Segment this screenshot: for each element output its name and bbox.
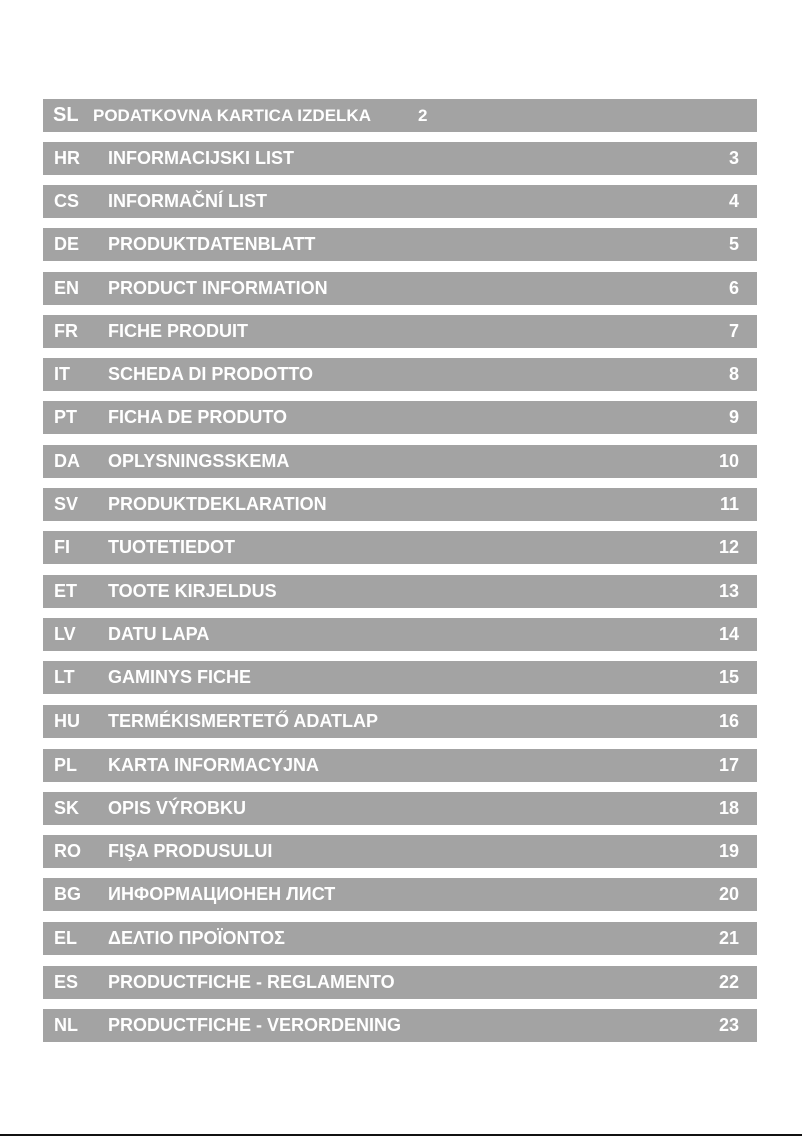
- toc-row-lt[interactable]: [43, 661, 757, 694]
- page-number: 11: [719, 494, 739, 514]
- page-number: 18: [718, 798, 739, 818]
- toc-row-sv[interactable]: [43, 488, 757, 521]
- toc-row-da[interactable]: [43, 445, 757, 478]
- language-code: FR: [54, 321, 78, 341]
- page-number: 8: [728, 364, 739, 384]
- page-number: 17: [718, 755, 739, 775]
- toc-row-pt[interactable]: [43, 401, 757, 434]
- page-number: 16: [718, 711, 739, 731]
- section-title: PRODUKTDATENBLATT: [108, 234, 316, 254]
- page-number: 12: [718, 537, 739, 557]
- section-title: FICHA DE PRODUTO: [108, 407, 288, 427]
- section-title: FIŞA PRODUSULUI: [108, 841, 273, 861]
- toc-row-fr[interactable]: [43, 315, 757, 348]
- section-title: KARTA INFORMACYJNA: [108, 755, 319, 775]
- page-number: 21: [718, 928, 739, 948]
- section-title: PRODUCTFICHE - REGLAMENTO: [108, 972, 395, 992]
- language-code: SL: [53, 104, 79, 126]
- toc-row-el[interactable]: [43, 922, 757, 955]
- toc-row-et[interactable]: [43, 575, 757, 608]
- language-code: LV: [54, 624, 76, 644]
- toc-row-pl[interactable]: [43, 749, 757, 782]
- section-title: PRODUCT INFORMATION: [108, 278, 328, 298]
- toc-row-bg[interactable]: [43, 878, 757, 911]
- page-number: 20: [718, 884, 739, 904]
- page-number: 19: [718, 841, 739, 861]
- toc-row-sl[interactable]: [43, 99, 757, 132]
- page-number: 3: [728, 148, 739, 168]
- page-number: 22: [718, 972, 739, 992]
- toc-row-de[interactable]: [43, 228, 757, 261]
- language-code: RO: [54, 841, 81, 861]
- page-number: 2: [418, 106, 428, 125]
- section-title: PODATKOVNA KARTICA IZDELKA: [93, 106, 371, 125]
- language-code: DE: [54, 234, 80, 254]
- language-code: EL: [54, 928, 78, 948]
- toc-row-it[interactable]: [43, 358, 757, 391]
- language-code: HU: [54, 711, 80, 731]
- section-title: PRODUCTFICHE - VERORDENING: [108, 1015, 402, 1035]
- language-code: ES: [54, 972, 79, 992]
- language-code: NL: [54, 1015, 78, 1035]
- language-code: IT: [54, 364, 70, 384]
- toc-row-hr[interactable]: [43, 142, 757, 175]
- page-number: 15: [718, 667, 739, 687]
- toc-row-en[interactable]: [43, 272, 757, 305]
- language-code: FI: [54, 537, 70, 557]
- section-title: DATU LAPA: [108, 624, 210, 644]
- section-title: GAMINYS FICHE: [108, 667, 252, 687]
- page-number: 23: [718, 1015, 739, 1035]
- language-code: PL: [54, 755, 78, 775]
- toc-row-fi[interactable]: [43, 531, 757, 564]
- page-number: 6: [728, 278, 739, 298]
- language-code: CS: [54, 191, 80, 211]
- section-title: FICHE PRODUIT: [108, 321, 249, 341]
- language-code: HR: [54, 148, 80, 168]
- toc-row-nl[interactable]: [43, 1009, 757, 1042]
- toc-row-hu[interactable]: [43, 705, 757, 738]
- section-title: SCHEDA DI PRODOTTO: [108, 364, 314, 384]
- section-title: INFORMAČNÍ LIST: [108, 191, 267, 211]
- page-number: 13: [718, 581, 739, 601]
- section-title: OPLYSNINGSSKEMA: [108, 451, 290, 471]
- language-code: ET: [54, 581, 78, 601]
- language-code: PT: [54, 407, 78, 427]
- section-title: INFORMACIJSKI LIST: [108, 148, 295, 168]
- language-code: DA: [54, 451, 80, 471]
- toc-row-cs[interactable]: [43, 185, 757, 218]
- page-number: 9: [728, 407, 739, 427]
- page-number: 14: [718, 624, 739, 644]
- toc-row-es[interactable]: [43, 966, 757, 999]
- page-number: 5: [728, 234, 739, 254]
- toc-row-sk[interactable]: [43, 792, 757, 825]
- section-title: TOOTE KIRJELDUS: [108, 581, 277, 601]
- language-code: SV: [54, 494, 79, 514]
- language-code: BG: [54, 884, 81, 904]
- section-title: PRODUKTDEKLARATION: [108, 494, 327, 514]
- language-code: LT: [54, 667, 75, 687]
- page-number: 4: [728, 191, 739, 211]
- language-code: SK: [54, 798, 80, 818]
- language-code: EN: [54, 278, 80, 298]
- page-number: 7: [728, 321, 739, 341]
- section-title: OPIS VÝROBKU: [108, 798, 247, 818]
- section-title: TERMÉKISMERTETŐ ADATLAP: [108, 711, 378, 731]
- section-title: TUOTETIEDOT: [108, 537, 235, 557]
- section-title: ΔΕΛΤΙΟ ΠΡΟΪΟΝΤΟΣ: [108, 928, 285, 948]
- toc-row-lv[interactable]: [43, 618, 757, 651]
- page-number: 10: [718, 451, 739, 471]
- toc-row-ro[interactable]: [43, 835, 757, 868]
- section-title: ИНФОРМАЦИОНЕН ЛИСТ: [108, 884, 336, 904]
